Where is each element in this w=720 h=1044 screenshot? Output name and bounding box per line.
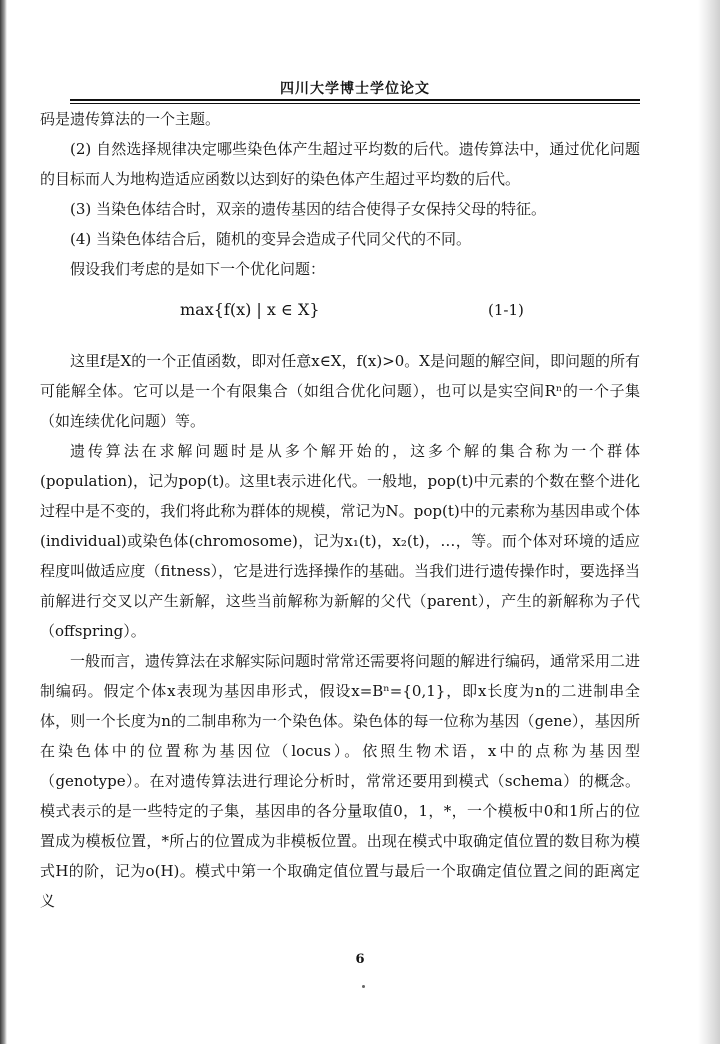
- paragraph-population: 遗传算法在求解问题时是从多个解开始的，这多个解的集合称为一个群体(population)，记为pop(t)。这里t表示进化代。一般地，pop(t)中元素的个数在整个进化过程中是不变的，我们将此称为群体的规模，常记为N。pop(t)中的元素称为基因串或个体(individual)或染色体(chromosome)，记为x₁(t)，x₂(t)，…，等。而个体对环境的适应程度叫做适应度（fitness），它是进行选择操作的基础。当我们进行遗传操作时，要选择当前解进行交叉以产生新解，这些当前解称为新解的父代（parent），产生的新解称为子代（offspring）。: [40, 442, 640, 640]
- page-number: 6: [355, 952, 365, 967]
- paragraph-item-2: (2) 自然选择规律决定哪些染色体产生超过平均数的后代。遗传算法中，通过优化问题的目标而人为地构造适应函数以达到好的染色体产生超过平均数的后代。: [40, 140, 640, 188]
- body-text: [40, 104, 640, 916]
- equation-number: (1-1): [488, 301, 524, 319]
- paragraph-encoding: 一般而言，遗传算法在求解实际问题时常常还需要将问题的解进行编码，通常采用二进制编码。假定个体x表现为基因串形式，假设x=Bⁿ={0,1}，即x长度为n的二进制串全体，则一个长度为n的二制串称为一个染色体。染色体的每一位称为基因（gene），基因所在染色体中的位置称为基因位（locus）。依照生物术语，x中的点称为基因型（genotype）。在对遗传算法进行理论分析时，常常还要用到模式（schema）的概念。模式表示的是一些特定的子集，基因串的各分量取值0，1，*，一个模板中0和1所占的位置成为模板位置，*所占的位置成为非模板位置。出现在模式中取确定值位置的数目称为模式H的阶，记为o(H)。模式中第一个取确定值位置与最后一个取确定值位置之间的距离定义: [40, 652, 641, 910]
- paragraph-item-4: (4) 当染色体结合后，随机的变异会造成子代同父代的不同。: [70, 230, 472, 248]
- paragraph-continuation: 码是遗传算法的一个主题。: [40, 110, 221, 128]
- paragraph-solution-space: 这里f是X的一个正值函数，即对任意x∈X，f(x)>0。X是问题的解空间，即问题的所有可能解全体。它可以是一个有限集合（如组合优化问题），也可以是实空间Rⁿ的一个子集（如连续优化问题）等。: [40, 352, 640, 430]
- running-header: 四川大学博士学位论文: [280, 81, 430, 97]
- scan-shadow-right: [698, 0, 720, 1044]
- paragraph-item-3: (3) 当染色体结合时，双亲的遗传基因的结合使得子女保持父母的特征。: [70, 200, 547, 218]
- equation-expression: max{f(x) | x ∈ X}: [180, 300, 320, 319]
- paragraph-intro-problem: 假设我们考虑的是如下一个优化问题：: [70, 260, 326, 278]
- equation-1-1: [40, 284, 640, 336]
- scan-shadow-left: [0, 0, 7, 1044]
- scan-speck: [362, 985, 365, 988]
